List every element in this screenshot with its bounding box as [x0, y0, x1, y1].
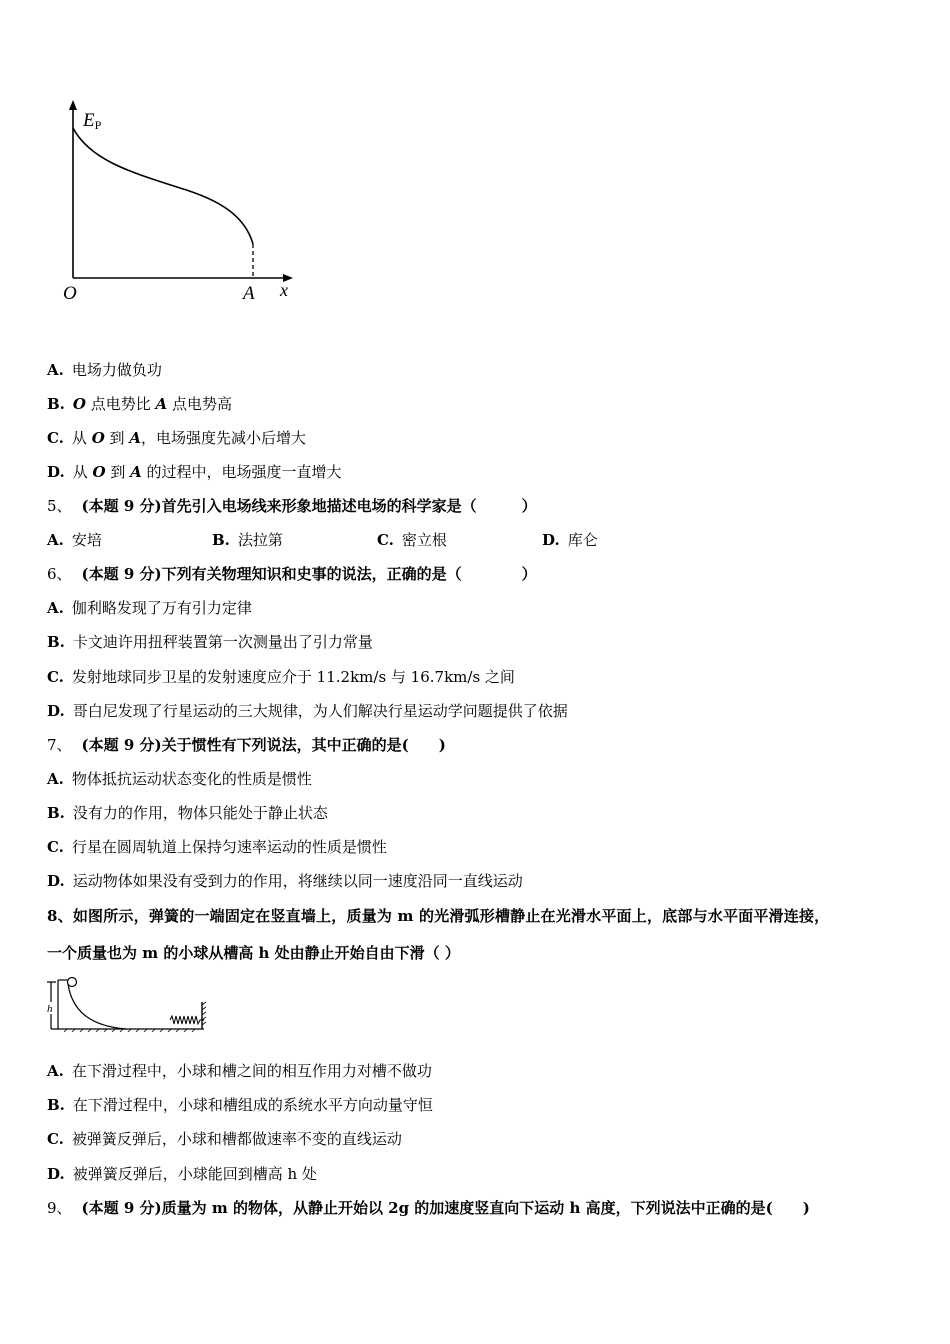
ball	[68, 978, 77, 987]
q4-option-c: C. 从 O 到 A，电场强度先减小后增大	[47, 429, 306, 447]
q5-option-d: D. 库仑	[542, 531, 598, 549]
q5-options-row	[47, 530, 647, 550]
x-axis-label: x	[280, 280, 288, 300]
slope-curve	[68, 984, 126, 1029]
q5-option-b: B. 法拉第	[212, 531, 283, 549]
q7-option-b: B. 没有力的作用，物体只能处于静止状态	[47, 804, 328, 822]
q7-option-c: C. 行星在圆周轨道上保持匀速率运动的性质是惯性	[47, 838, 387, 856]
q5-stem	[47, 496, 537, 516]
q5-option-a: A. 安培	[47, 531, 102, 549]
q8-option-b: B. 在下滑过程中，小球和槽组成的系统水平方向动量守恒	[47, 1096, 433, 1114]
q4-option-a: A. 电场力做负功	[47, 361, 162, 379]
spring	[170, 1016, 204, 1024]
q6-option-d: D. 哥白尼发现了行星运动的三大规律，为人们解决行星运动学问题提供了依据	[47, 702, 568, 720]
q7-stem	[47, 735, 446, 755]
q8-option-d: D. 被弹簧反弹后，小球能回到槽高 h 处	[47, 1165, 317, 1183]
q4-option-b: B. O 点电势比 A 点电势高	[47, 395, 232, 413]
question-text: (本题 9 分)下列有关物理知识和史事的说法，正确的是（ ）	[81, 565, 537, 583]
question-number: 9、	[47, 1199, 72, 1217]
question-text: (本题 9 分)首先引入电场线来形象地描述电场的科学家是（ ）	[81, 497, 537, 515]
height-label: h	[47, 1003, 53, 1015]
q6-stem	[47, 564, 537, 584]
question-number: 6、	[47, 565, 72, 583]
q4-option-d: D. 从 O 到 A 的过程中，电场强度一直增大	[47, 463, 342, 481]
q6-option-a: A. 伽利略发现了万有引力定律	[47, 599, 252, 617]
point-a-label: A	[243, 283, 255, 304]
q8-stem-line2: 一个质量也为 m 的小球从槽高 h 处由静止开始自由下滑（ ）	[47, 944, 460, 962]
q8-option-c: C. 被弹簧反弹后，小球和槽都做速率不变的直线运动	[47, 1130, 402, 1148]
q9-stem	[47, 1198, 810, 1218]
question-number: 5、	[47, 497, 72, 515]
q6-option-b: B. 卡文迪许用扭秤装置第一次测量出了引力常量	[47, 633, 373, 651]
question-number: 7、	[47, 736, 72, 754]
y-axis-arrow	[69, 100, 77, 110]
q7-option-a: A. 物体抵抗运动状态变化的性质是惯性	[47, 770, 312, 788]
q8-option-a: A. 在下滑过程中，小球和槽之间的相互作用力对槽不做功	[47, 1062, 432, 1080]
question-text: (本题 9 分)质量为 m 的物体，从静止开始以 2g 的加速度竖直向下运动 h 高度，下列说法中正确的是( )	[81, 1199, 810, 1217]
origin-label: O	[63, 283, 77, 304]
question-text: (本题 9 分)关于惯性有下列说法，其中正确的是( )	[81, 736, 446, 754]
q7-option-d: D. 运动物体如果没有受到力的作用，将继续以同一速度沿同一直线运动	[47, 872, 523, 890]
ep-x-graph	[60, 98, 300, 308]
q8-stem-line1: 8、如图所示，弹簧的一端固定在竖直墙上，质量为 m 的光滑弧形槽静止在光滑水平面上，底部与水平面平滑连接，	[47, 907, 830, 925]
ep-curve	[73, 128, 253, 244]
q5-option-c: C. 密立根	[377, 531, 447, 549]
y-axis-label: EP	[83, 110, 102, 132]
spring-slope-figure	[44, 972, 209, 1034]
option-text: 电场力做负功	[71, 361, 162, 379]
q6-option-c: C. 发射地球同步卫星的发射速度应介于 11.2km/s 与 16.7km/s 之间	[47, 668, 515, 686]
